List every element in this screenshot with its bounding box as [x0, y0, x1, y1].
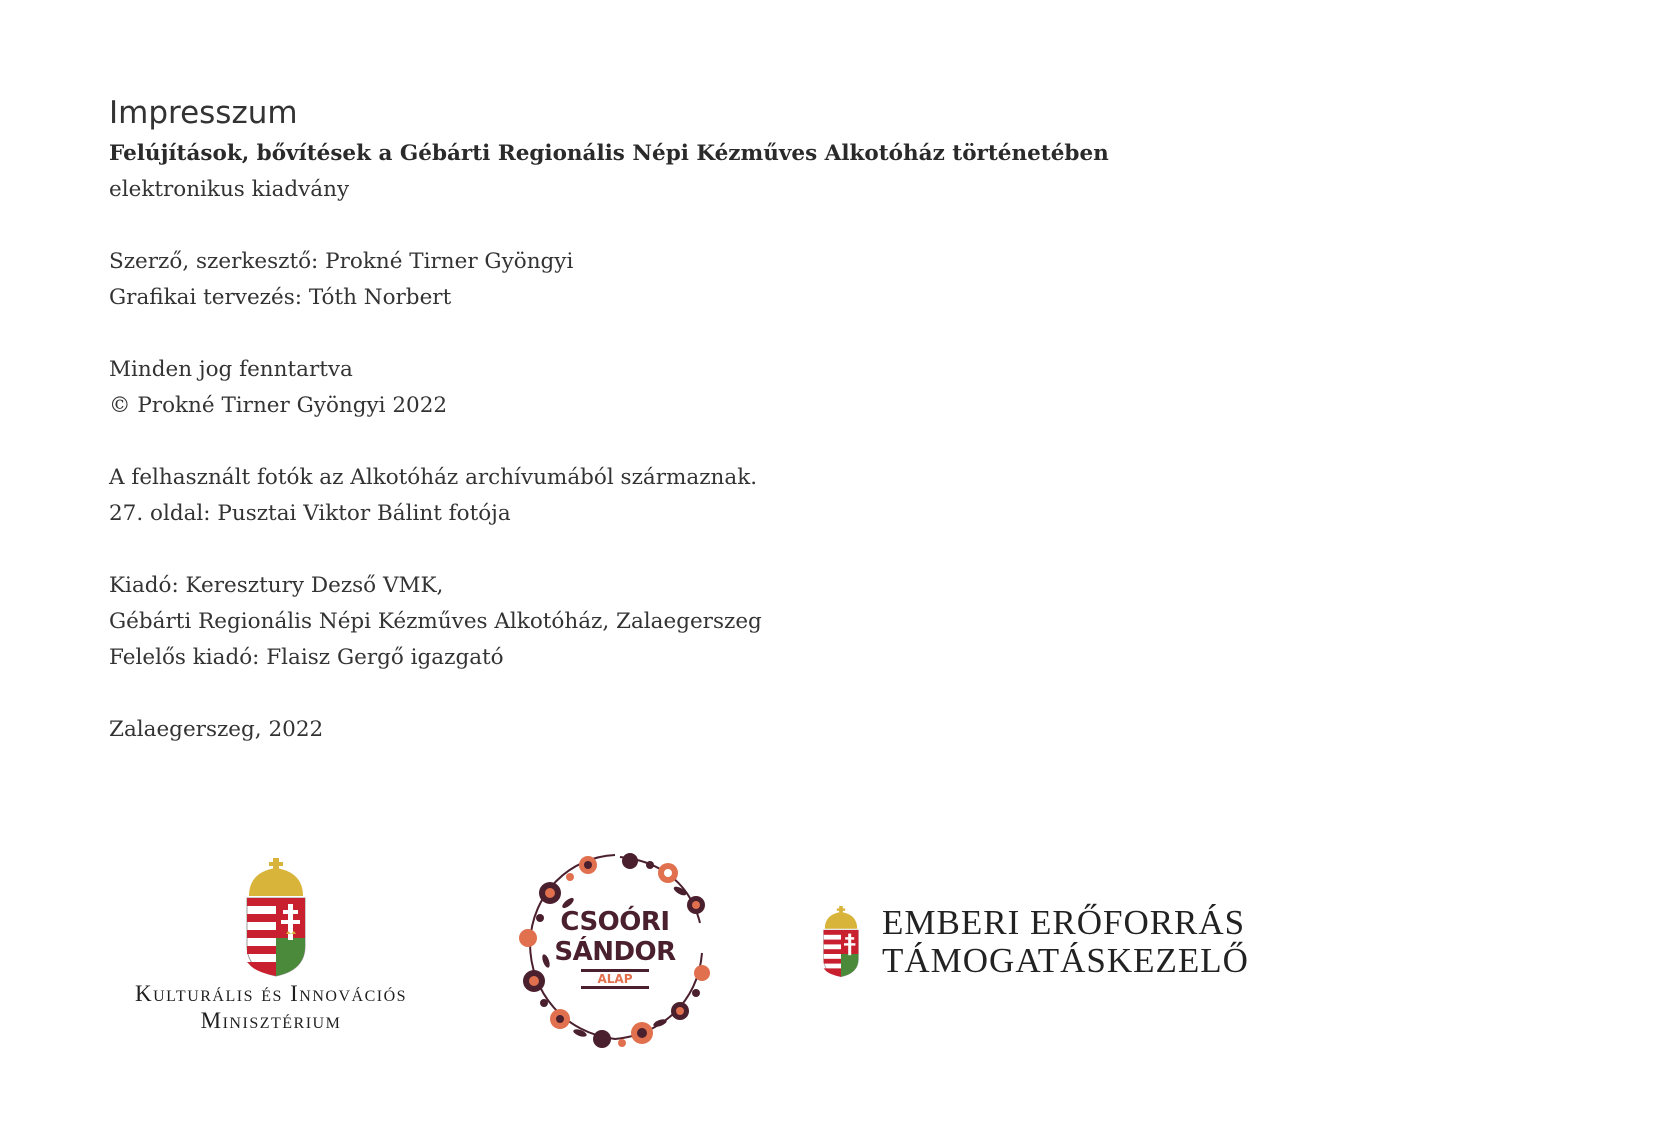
kim-logo-text — [106, 980, 436, 1034]
photo-credit-page27: 27. oldal: Pusztai Viktor Bálint fotója — [109, 501, 511, 526]
emet-logo-line-1: EMBERI ERŐFORRÁS — [882, 903, 1246, 942]
csoori-logo-line-3: ALAP — [581, 969, 648, 989]
responsible-publisher: Felelős kiadó: Flaisz Gergő igazgató — [109, 645, 504, 670]
hungarian-coat-of-arms-icon — [241, 858, 311, 978]
copyright-notice: © Prokné Tirner Gyöngyi 2022 — [109, 393, 448, 418]
design-credit: Grafikai tervezés: Tóth Norbert — [109, 285, 452, 310]
kim-logo-line-1: Kulturális és Innovációs — [134, 981, 408, 1006]
kim-logo-line-2: Minisztérium — [200, 1008, 342, 1033]
place-and-date: Zalaegerszeg, 2022 — [109, 717, 324, 742]
emet-logo — [820, 898, 1249, 988]
emet-logo-line-2: TÁMOGATÁSKEZELŐ — [882, 941, 1249, 980]
photo-source: A felhasznált fotók az Alkotóház archívumából származnak. — [109, 465, 758, 490]
impresszum-section — [109, 92, 1209, 748]
csoori-sandor-alap-logo — [510, 843, 720, 1053]
publisher-line-2: Gébárti Regionális Népi Kézműves Alkotóház, Zalaegerszeg — [109, 609, 762, 634]
page-title: Impresszum — [109, 95, 298, 131]
csoori-logo-line-1: CSOÓRI — [560, 907, 670, 937]
csoori-logo-text — [510, 907, 720, 989]
emet-logo-text — [882, 904, 1249, 980]
publisher-line-1: Kiadó: Keresztury Dezső VMK, — [109, 573, 444, 598]
author-credit: Szerző, szerkesztő: Prokné Tirner Gyöngyi — [109, 249, 574, 274]
publication-title: Felújítások, bővítések a Gébárti Regionális Népi Kézműves Alkotóház történetében — [109, 141, 1109, 166]
csoori-logo-line-2: SÁNDOR — [554, 937, 676, 967]
kim-logo — [106, 858, 436, 1038]
rights-reserved: Minden jog fenntartva — [109, 357, 353, 382]
hungarian-coat-of-arms-icon — [820, 900, 862, 984]
publication-type: elektronikus kiadvány — [109, 177, 350, 202]
